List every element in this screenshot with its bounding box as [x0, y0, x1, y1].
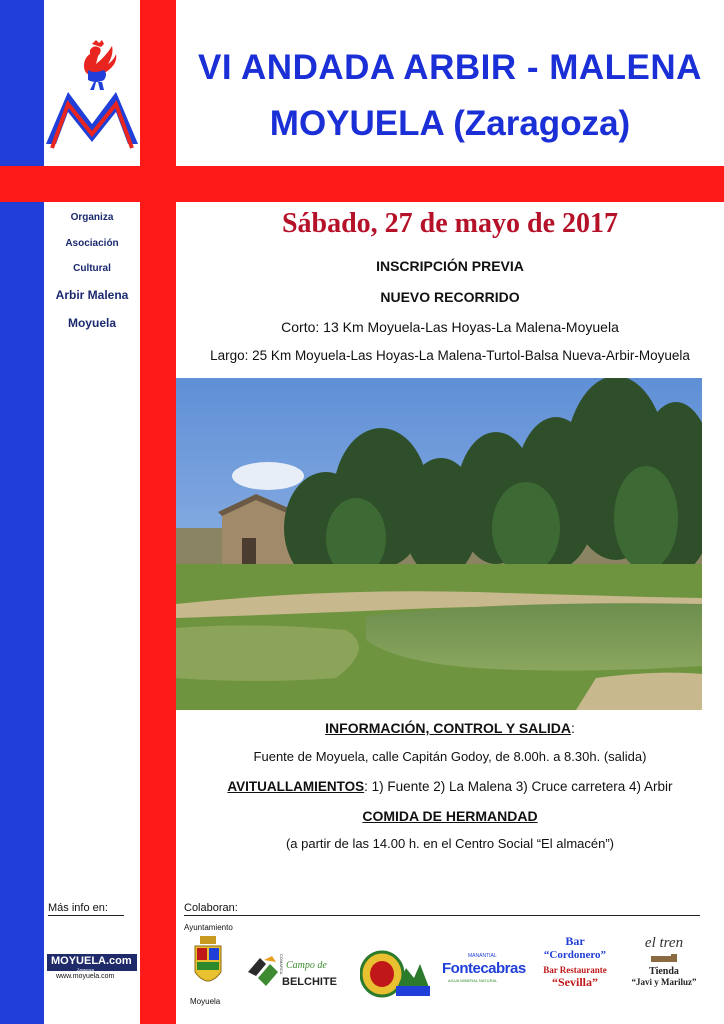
- moyuela-url[interactable]: www.moyuela.com: [56, 973, 115, 980]
- el-tren-text: el tren: [644, 935, 684, 951]
- bar-cordonero-logo: [530, 934, 620, 990]
- moyuela-com-logo-sub: Zaragoza: [77, 967, 94, 972]
- info-heading: [176, 720, 724, 736]
- manantial-text: MANANTIAL: [468, 953, 497, 959]
- page-title: VI ANDADA ARBIR - MALENA: [198, 48, 702, 87]
- sidebar-moyuela: Moyuela: [67, 316, 116, 330]
- route-short: Corto: 13 Km Moyuela-Las Hoyas-La Malena-Moyuela: [281, 319, 619, 335]
- route-long: Largo: 25 Km Moyuela-Las Hoyas-La Malena-Turtol-Balsa Nueva-Arbir-Moyuela: [210, 348, 690, 363]
- belchite-logo: [246, 952, 336, 992]
- javi-mariluz-text: “Javi y Mariluz”: [631, 977, 697, 987]
- mas-info-rule: [48, 915, 124, 916]
- coat-of-arms-icon: [192, 934, 224, 994]
- fontecabras-sub: AGUA MINERAL NATURAL: [448, 978, 498, 983]
- page-subtitle: MOYUELA (Zaragoza): [269, 104, 631, 143]
- ayuntamiento-moyuela: Moyuela: [190, 997, 221, 1006]
- mas-info-label: Más info en:: [48, 902, 108, 914]
- el-tren-logo: [626, 934, 702, 987]
- logo-panel: [44, 0, 140, 166]
- train-icon: [649, 954, 679, 964]
- fontecabras-text: Fontecabras: [442, 960, 526, 977]
- rooster-logo-icon: [44, 0, 140, 166]
- avituallamientos-label: AVITUALLAMIENTOS: [227, 779, 365, 794]
- comida-heading: [176, 808, 724, 824]
- bar-restaurante-text: Bar Restaurante: [543, 965, 607, 975]
- moyuela-com-logo[interactable]: [47, 954, 137, 971]
- colaboran-label: Colaboran:: [184, 902, 238, 914]
- event-date: Sábado, 27 de mayo de 2017: [281, 208, 619, 239]
- red-horizontal-band: [0, 166, 724, 202]
- inscripcion-previa: INSCRIPCIÓN PREVIA: [376, 258, 524, 274]
- ayuntamiento-label: Ayuntamiento: [184, 923, 233, 932]
- campo-de-text: Campo de: [286, 960, 327, 971]
- comarca-text: COMARCA: [279, 954, 284, 975]
- colaboran-rule: [184, 915, 700, 916]
- tienda-text: Tienda: [649, 966, 679, 977]
- info-heading-text: INFORMACIÓN, CONTROL Y SALIDA: [325, 720, 571, 736]
- nuevo-recorrido: NUEVO RECORRIDO: [380, 289, 520, 305]
- fontecabras-logo: [440, 953, 526, 989]
- sidebar-arbir-malena: Arbir Malena: [55, 288, 129, 302]
- sidebar-organiza: Organiza: [70, 212, 114, 223]
- sevilla-text: “Sevilla”: [551, 975, 598, 989]
- red-vertical-band: [140, 0, 176, 1024]
- comida-detail: (a partir de las 14.00 h. en el Centro Social “El almacén”): [285, 836, 615, 851]
- info-detail: Fuente de Moyuela, calle Capitán Godoy, de 8.00h. a 8.30h. (salida): [253, 749, 647, 764]
- info-heading-suffix: :: [570, 720, 575, 736]
- club-logo: [360, 950, 432, 998]
- moyuela-com-logo-text: MOYUELA.com: [51, 955, 132, 967]
- avituallamientos: [176, 779, 724, 794]
- sidebar-cultural: Cultural: [73, 263, 111, 274]
- cordonero-text: “Cordonero”: [543, 949, 607, 961]
- comida-heading-text: COMIDA DE HERMANDAD: [362, 808, 538, 824]
- club-badge-icon: [360, 950, 432, 998]
- coat-of-arms-logo: [192, 934, 224, 994]
- avituallamientos-detail: : 1) Fuente 2) La Malena 3) Cruce carretera 4) Arbir: [364, 779, 673, 794]
- sidebar-asociacion: Asociación: [65, 238, 119, 249]
- belchite-mark-icon: [246, 954, 280, 988]
- landscape-photo: [176, 378, 702, 710]
- bar-text: Bar: [565, 934, 585, 948]
- blue-band: [0, 0, 44, 1024]
- belchite-text: BELCHITE: [282, 976, 337, 988]
